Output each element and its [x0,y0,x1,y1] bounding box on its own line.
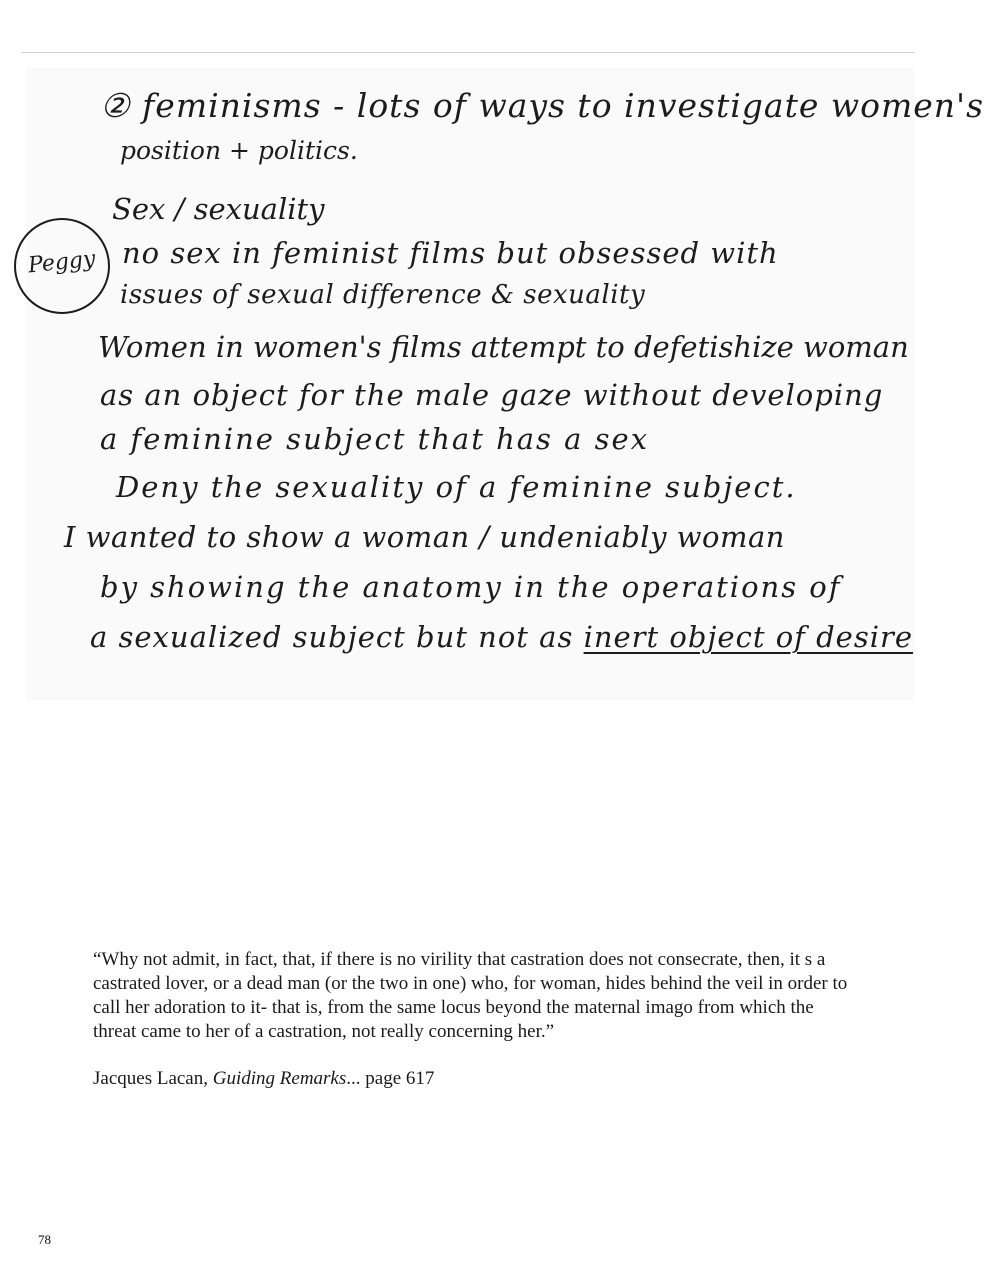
citation-page: ... page 617 [346,1068,435,1089]
handwritten-line: a feminine subject that has a sex [100,422,650,456]
handwritten-line [90,620,913,654]
handwritten-line: Sex / sexuality [112,192,325,226]
quote-citation [93,1068,434,1090]
handwritten-line: I wanted to show a woman / undeniably woman [64,520,785,554]
handwritten-line: Women in women's films attempt to defetishize woman [98,330,909,364]
quote-text: “Why not admit, in fact, that, if there is no virility that castration does not consecrate, then, it s a castrated lover, or a dead man (or the two in one) who, for woman, hides behind the veil in order to call her adoration to it- that is, from the same locus beyond the maternal imago from which the threat came to her of a castration, not really concerning her.” [93,949,848,1042]
handwritten-line: Deny the sexuality of a feminine subject. [116,470,797,504]
handwritten-line: position + politics. [120,136,358,165]
handwritten-line: no sex in feminist films but obsessed with [122,236,779,270]
citation-work: Guiding Remarks [212,1068,347,1089]
handwritten-line-start: a sexualized subject but not as [90,620,574,654]
page-number: 78 [38,1232,51,1247]
handwritten-line: ② feminisms - lots of ways to investigate women's [100,86,985,125]
handwritten-line: issues of sexual difference & sexuality [120,280,646,310]
handwritten-line: as an object for the male gaze without developing [100,378,884,412]
handwritten-line: by showing the anatomy in the operations of [100,570,842,604]
top-rule [22,52,914,53]
margin-circled-note [14,218,110,314]
citation-author: Jacques Lacan, [93,1068,208,1089]
underlined-phrase: inert object of desire [583,620,914,654]
lacan-quote [93,948,853,1044]
margin-note-text: Peggy [26,246,97,279]
